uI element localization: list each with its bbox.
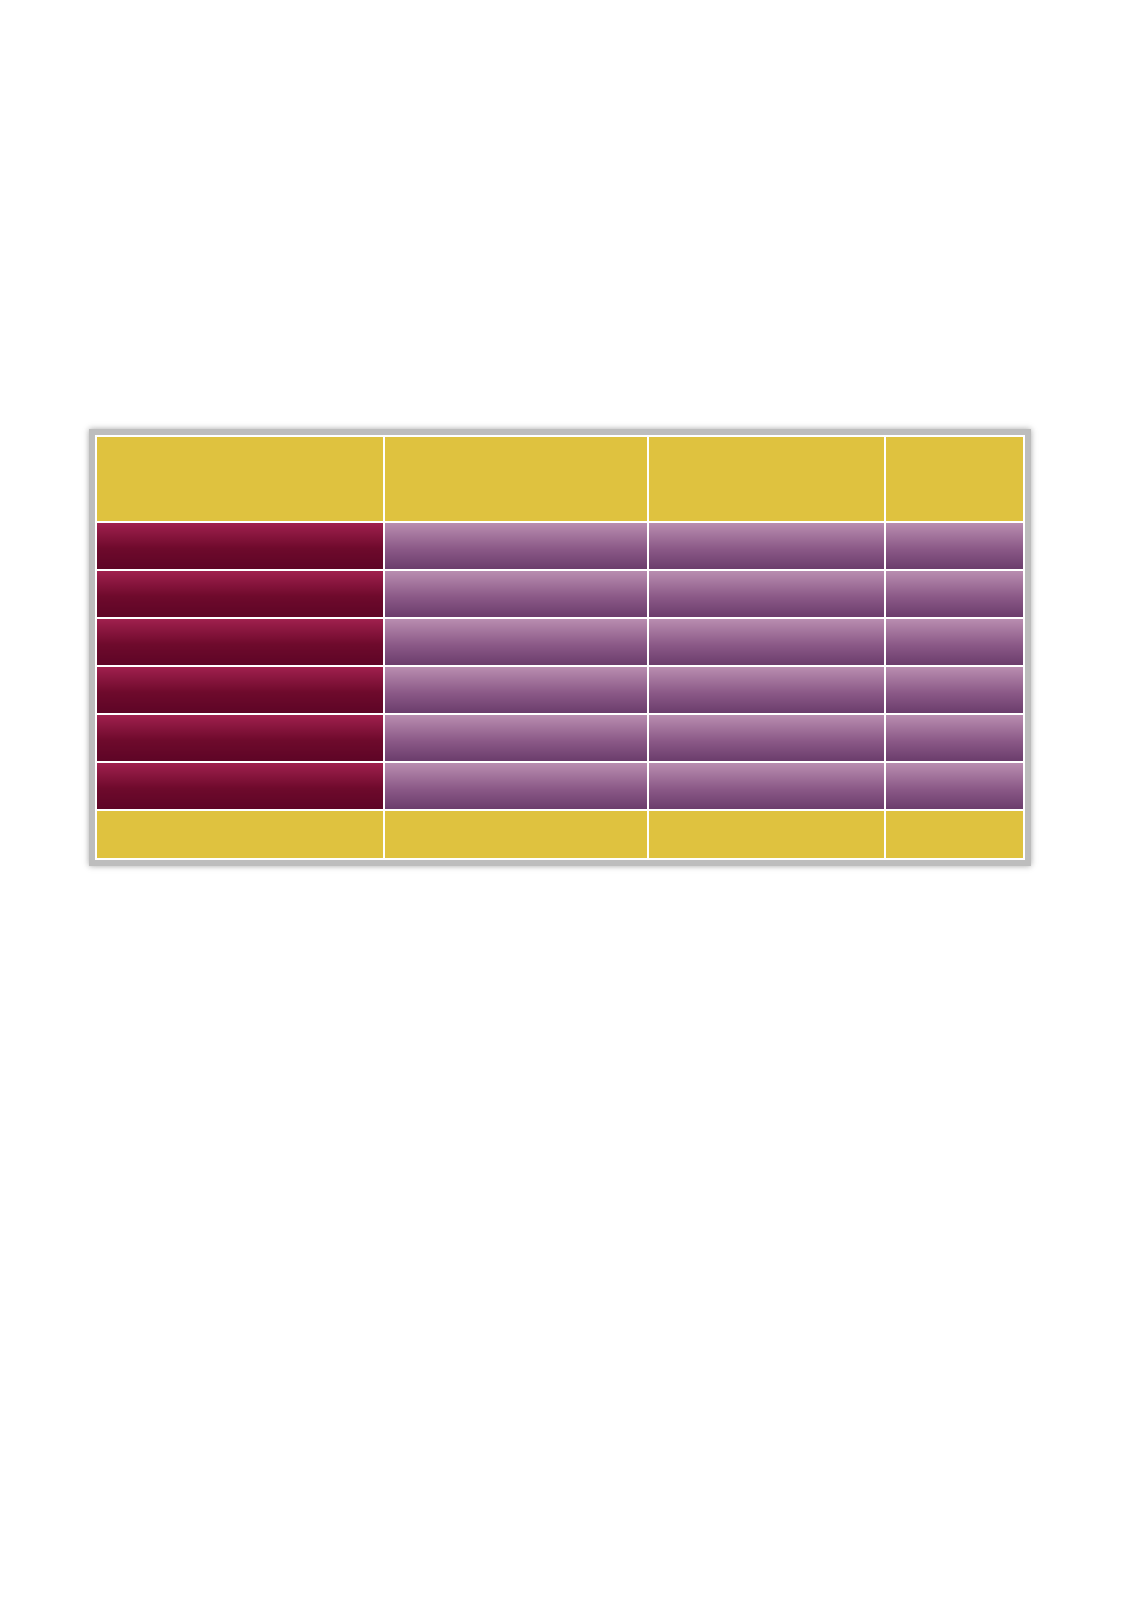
cell-transporte — [648, 762, 885, 810]
cell-ple — [384, 618, 648, 666]
cell-total — [885, 618, 1024, 666]
total-label — [96, 810, 384, 859]
table-row — [96, 618, 1024, 666]
cell-cre — [96, 618, 384, 666]
header-transporte — [648, 436, 885, 522]
cell-total — [885, 762, 1024, 810]
total-ple — [384, 810, 648, 859]
cell-ple — [384, 666, 648, 714]
header-ple — [384, 436, 648, 522]
table-row — [96, 666, 1024, 714]
cell-cre — [96, 570, 384, 618]
table-row — [96, 714, 1024, 762]
table-row — [96, 762, 1024, 810]
header-cre — [96, 436, 384, 522]
cell-cre — [96, 762, 384, 810]
cell-transporte — [648, 522, 885, 570]
cell-total — [885, 570, 1024, 618]
cell-cre — [96, 666, 384, 714]
cell-ple — [384, 714, 648, 762]
cell-transporte — [648, 570, 885, 618]
cell-transporte — [648, 618, 885, 666]
table-frame — [89, 429, 1031, 866]
total-transporte — [648, 810, 885, 859]
cell-transporte — [648, 666, 885, 714]
table-header-row — [96, 436, 1024, 522]
table-row — [96, 570, 1024, 618]
total-total — [885, 810, 1024, 859]
cell-transporte — [648, 714, 885, 762]
cell-ple — [384, 522, 648, 570]
header-total — [885, 436, 1024, 522]
cell-total — [885, 714, 1024, 762]
cell-total — [885, 522, 1024, 570]
cell-ple — [384, 762, 648, 810]
cell-cre — [96, 714, 384, 762]
cell-ple — [384, 570, 648, 618]
table-total-row — [96, 810, 1024, 859]
students-table — [95, 435, 1025, 860]
cell-cre — [96, 522, 384, 570]
cell-total — [885, 666, 1024, 714]
table-row — [96, 522, 1024, 570]
